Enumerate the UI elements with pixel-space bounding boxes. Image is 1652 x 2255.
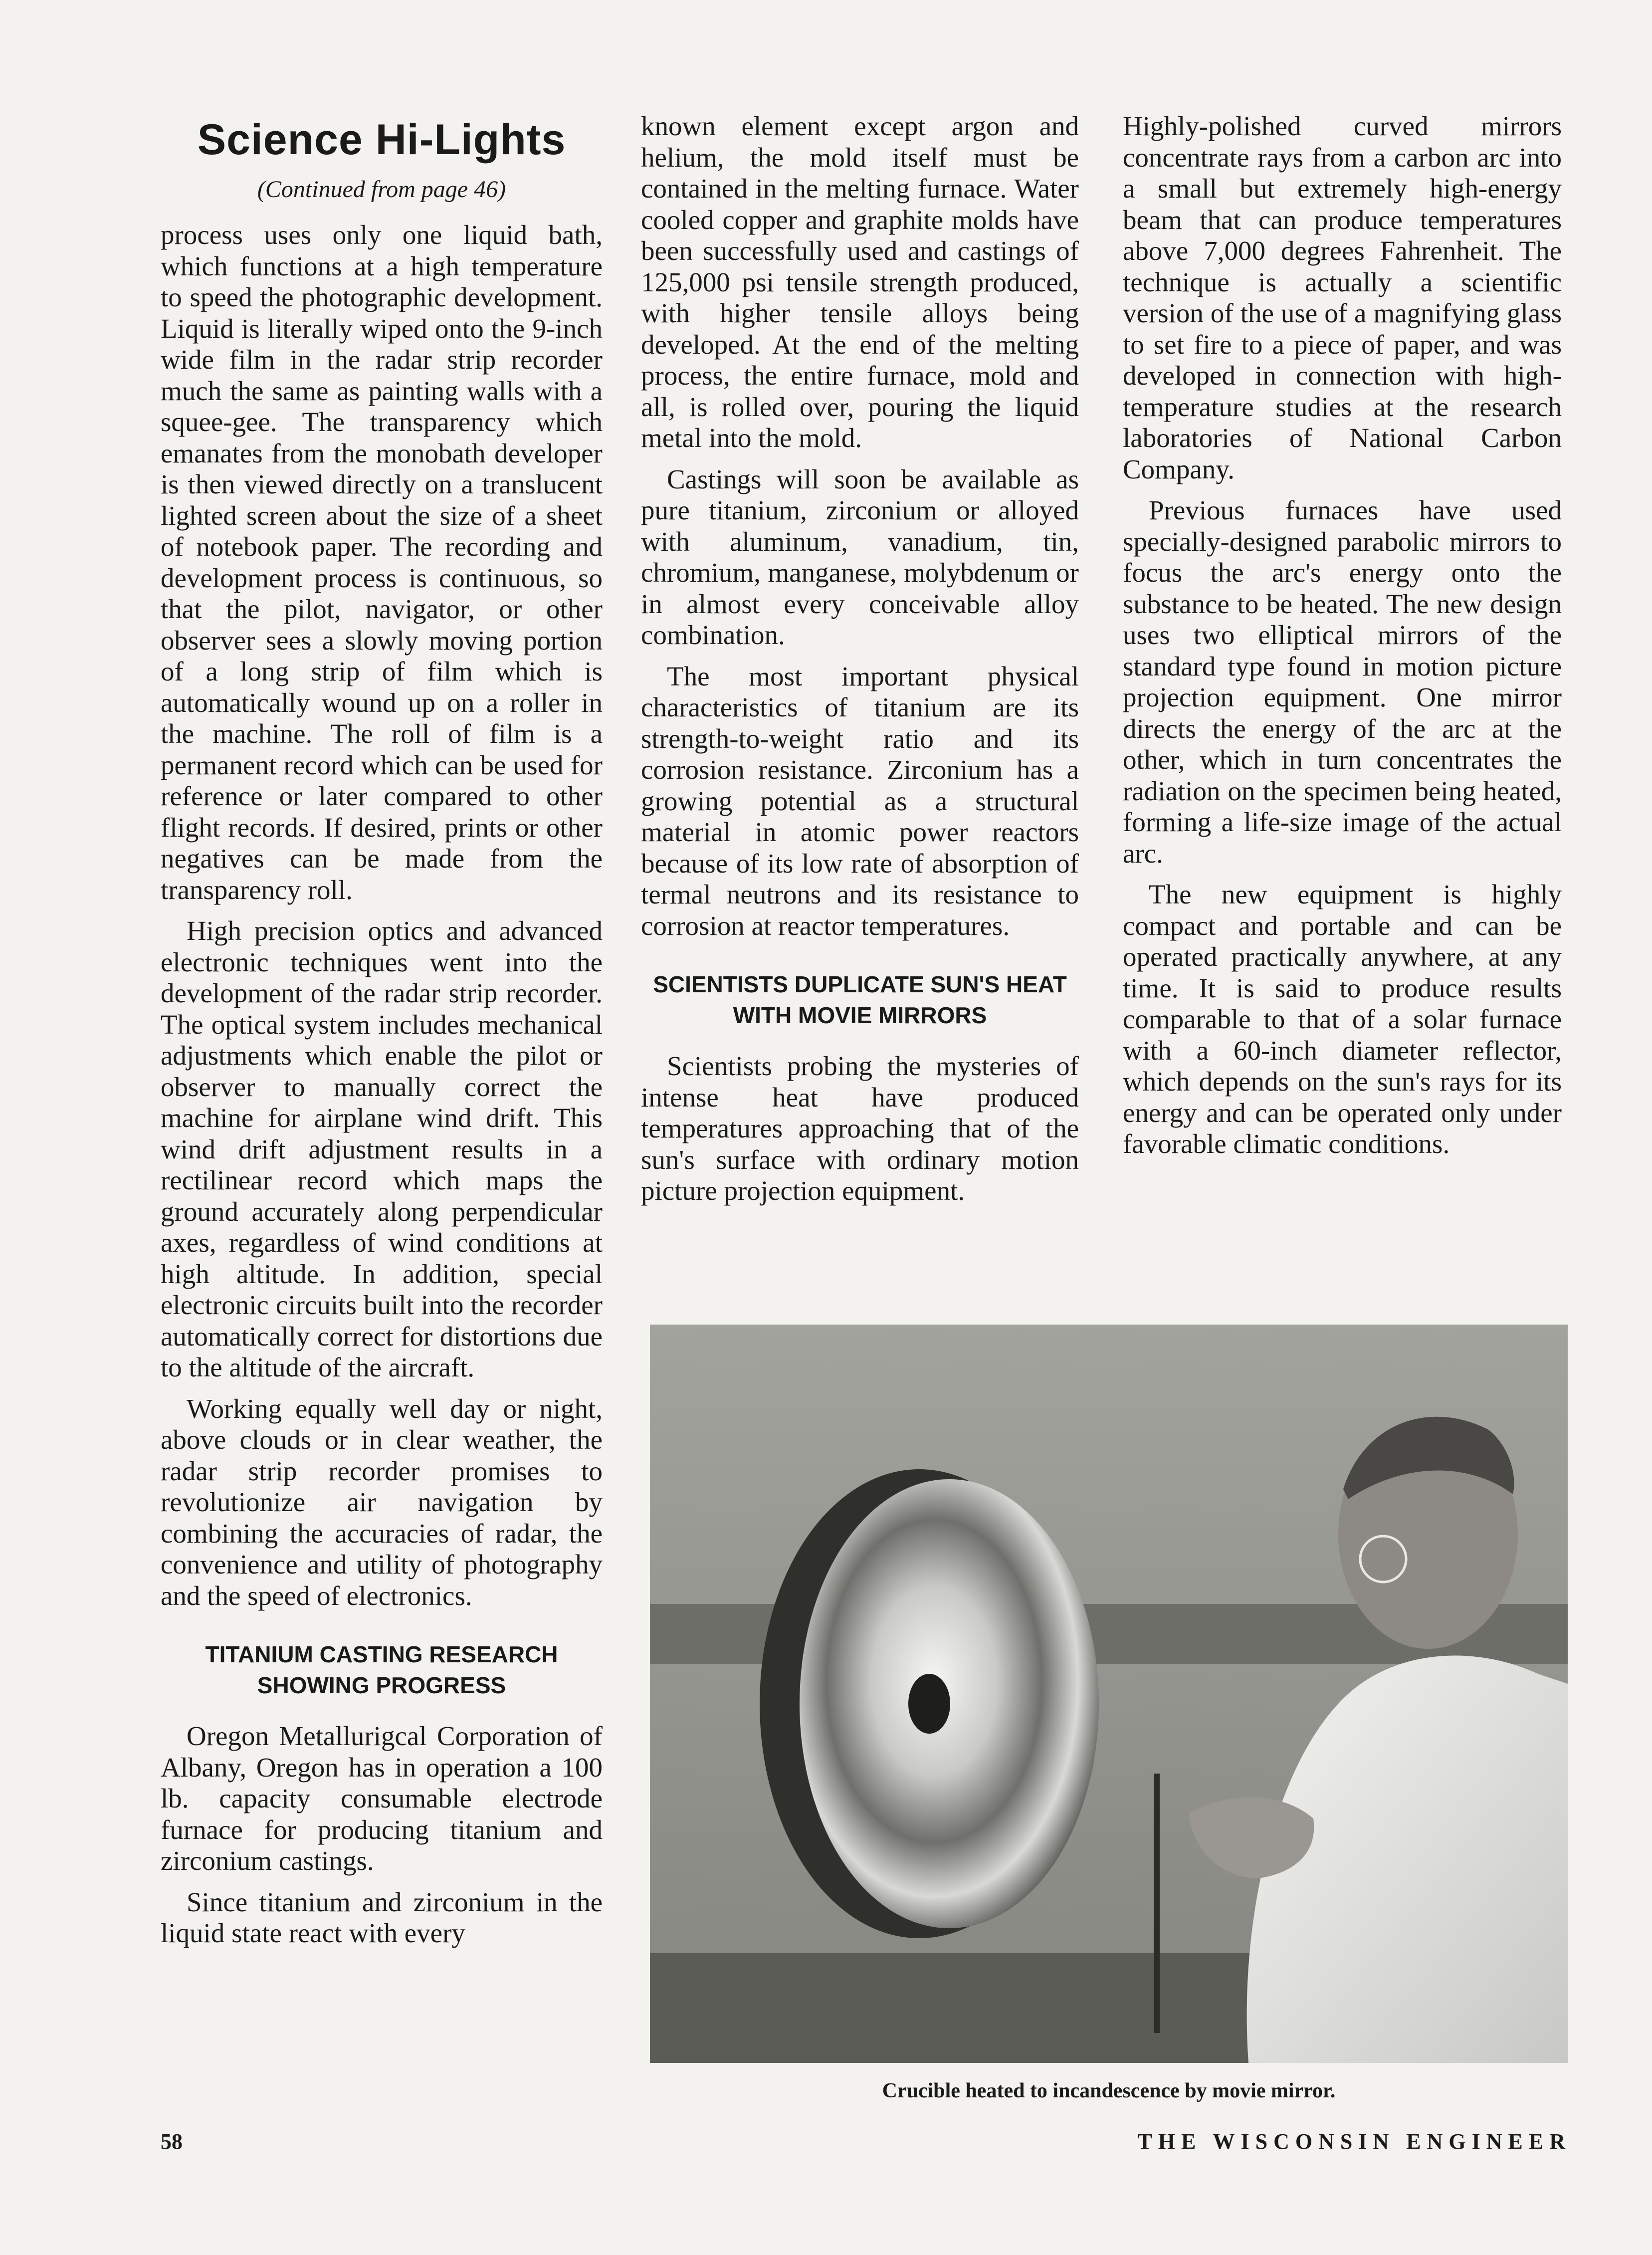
paragraph: Castings will soon be available as pure titanium, zirconium or alloyed with aluminum, vanadium, tin, chromium, manganese, molybdenum or in almost every conceivable alloy combination. (641, 463, 1079, 650)
paragraph: Oregon Metallurigcal Corporation of Albany, Oregon has in operation a 100 lb. capacity consumable electrode furnace for producing titanium and zirconium castings. (161, 1721, 603, 1876)
paragraph: Working equally well day or night, above clouds or in clear weather, the radar strip recorder promises to revolutionize air navigation by combining the accuracies of radar, the convenience and utility of photography and the speed of electronics. (161, 1393, 603, 1611)
page-title: Science Hi-Lights (197, 116, 566, 164)
photo-illustration (650, 1325, 1568, 2063)
paragraph: Previous furnaces have used specially-designed parabolic mirrors to focus the arc's energy onto the substance to be heated. The new design uses two elliptical mirrors of the standard type found in motion picture projection equipment. One mirror directs the energy of the arc at the other, which in turn concentrates the radiation on the specimen being heated, forming a life-size image of the actual arc. (1123, 495, 1562, 869)
paragraph: Highly-polished curved mirrors concentrate rays from a carbon arc into a small but extremely high-energy beam that can produce temperatures above 7,000 degrees Fahrenheit. The technique is actually a scientific version of the use of a magnifying glass to set fire to a piece of paper, and was developed in connection with high-temperature studies at the research laboratories of National Carbon Company. (1123, 111, 1562, 484)
column-left (161, 220, 603, 1949)
section-heading-movie-mirrors: SCIENTISTS DUPLICATE SUN'S HEAT WITH MOVIE MIRRORS (653, 971, 1067, 1028)
paragraph: process uses only one liquid bath, which functions at a high temperature to speed the photographic development. Liquid is literally wiped onto the 9-inch wide film in the radar strip recorder much the same as painting walls with a squee-gee. The transparency which emanates from the monobath developer is then viewed directly on a translucent lighted screen about the size of a sheet of notebook paper. The recording and development process is continuous, so that the pilot, navigator, or other observer sees a slowly moving portion of a long strip of film which is automatically wound up on a roller in the machine. The roll of film is a permanent record which can be used for reference or later compared to other flight records. If desired, prints or other negatives can be made from the transparency roll. (161, 220, 603, 905)
mirror-aperture (908, 1674, 950, 1734)
paragraph: The most important physical characteristics of titanium are its strength-to-weight ratio and its corrosion resistance. Zirconium has a growing potential as a structural material in atomic power reactors because of its low rate of absorption of termal neutrons and its resistance to corrosion at reactor temperatures. (641, 661, 1079, 941)
continued-note: (Continued from page 46) (257, 176, 506, 203)
section-heading-titanium: TITANIUM CASTING RESEARCH SHOWING PROGRESS (205, 1641, 558, 1698)
photo-scientist-with-mirror (650, 1325, 1568, 2063)
journal-name: THE WISCONSIN ENGINEER (1137, 2129, 1571, 2154)
page-number: 58 (161, 2129, 183, 2154)
paragraph: known element except argon and helium, the mold itself must be contained in the melting furnace. Water cooled copper and graphite molds have been successfully used and castings of 125,000 psi tensile strength produced, with higher tensile alloys being developed. At the end of the melting process, the entire furnace, mold and all, is rolled over, pouring the liquid metal into the mold. (641, 111, 1079, 453)
column-middle (641, 111, 1079, 1207)
column-right (1123, 111, 1562, 1160)
paragraph: Since titanium and zirconium in the liquid state react with every (161, 1886, 603, 1948)
photo-caption: Crucible heated to incandescence by movie mirror. (882, 2079, 1336, 2102)
paragraph: Scientists probing the mysteries of intense heat have produced temperatures approaching that of the sun's surface with ordinary motion picture projection equipment. (641, 1051, 1079, 1206)
crucible-stand (1154, 1774, 1160, 2033)
paragraph: The new equipment is highly compact and portable and can be operated practically anywhere, at any time. It is said to produce results comparable to that of a solar furnace with a 60-inch diameter reflector, which depends on the sun's rays for its energy and can be operated only under favorable climatic conditions. (1123, 879, 1562, 1159)
paragraph: High precision optics and advanced electronic techniques went into the development of the radar strip recorder. The optical system includes mechanical adjustments which enable the pilot or observer to manually correct the machine for airplane wind drift. This wind drift adjustment results in a rectilinear record which maps the ground accurately along perpendicular axes, regardless of wind conditions at high altitude. In addition, special electronic circuits built into the recorder automatically correct for distortions due to the altitude of the aircraft. (161, 915, 603, 1382)
